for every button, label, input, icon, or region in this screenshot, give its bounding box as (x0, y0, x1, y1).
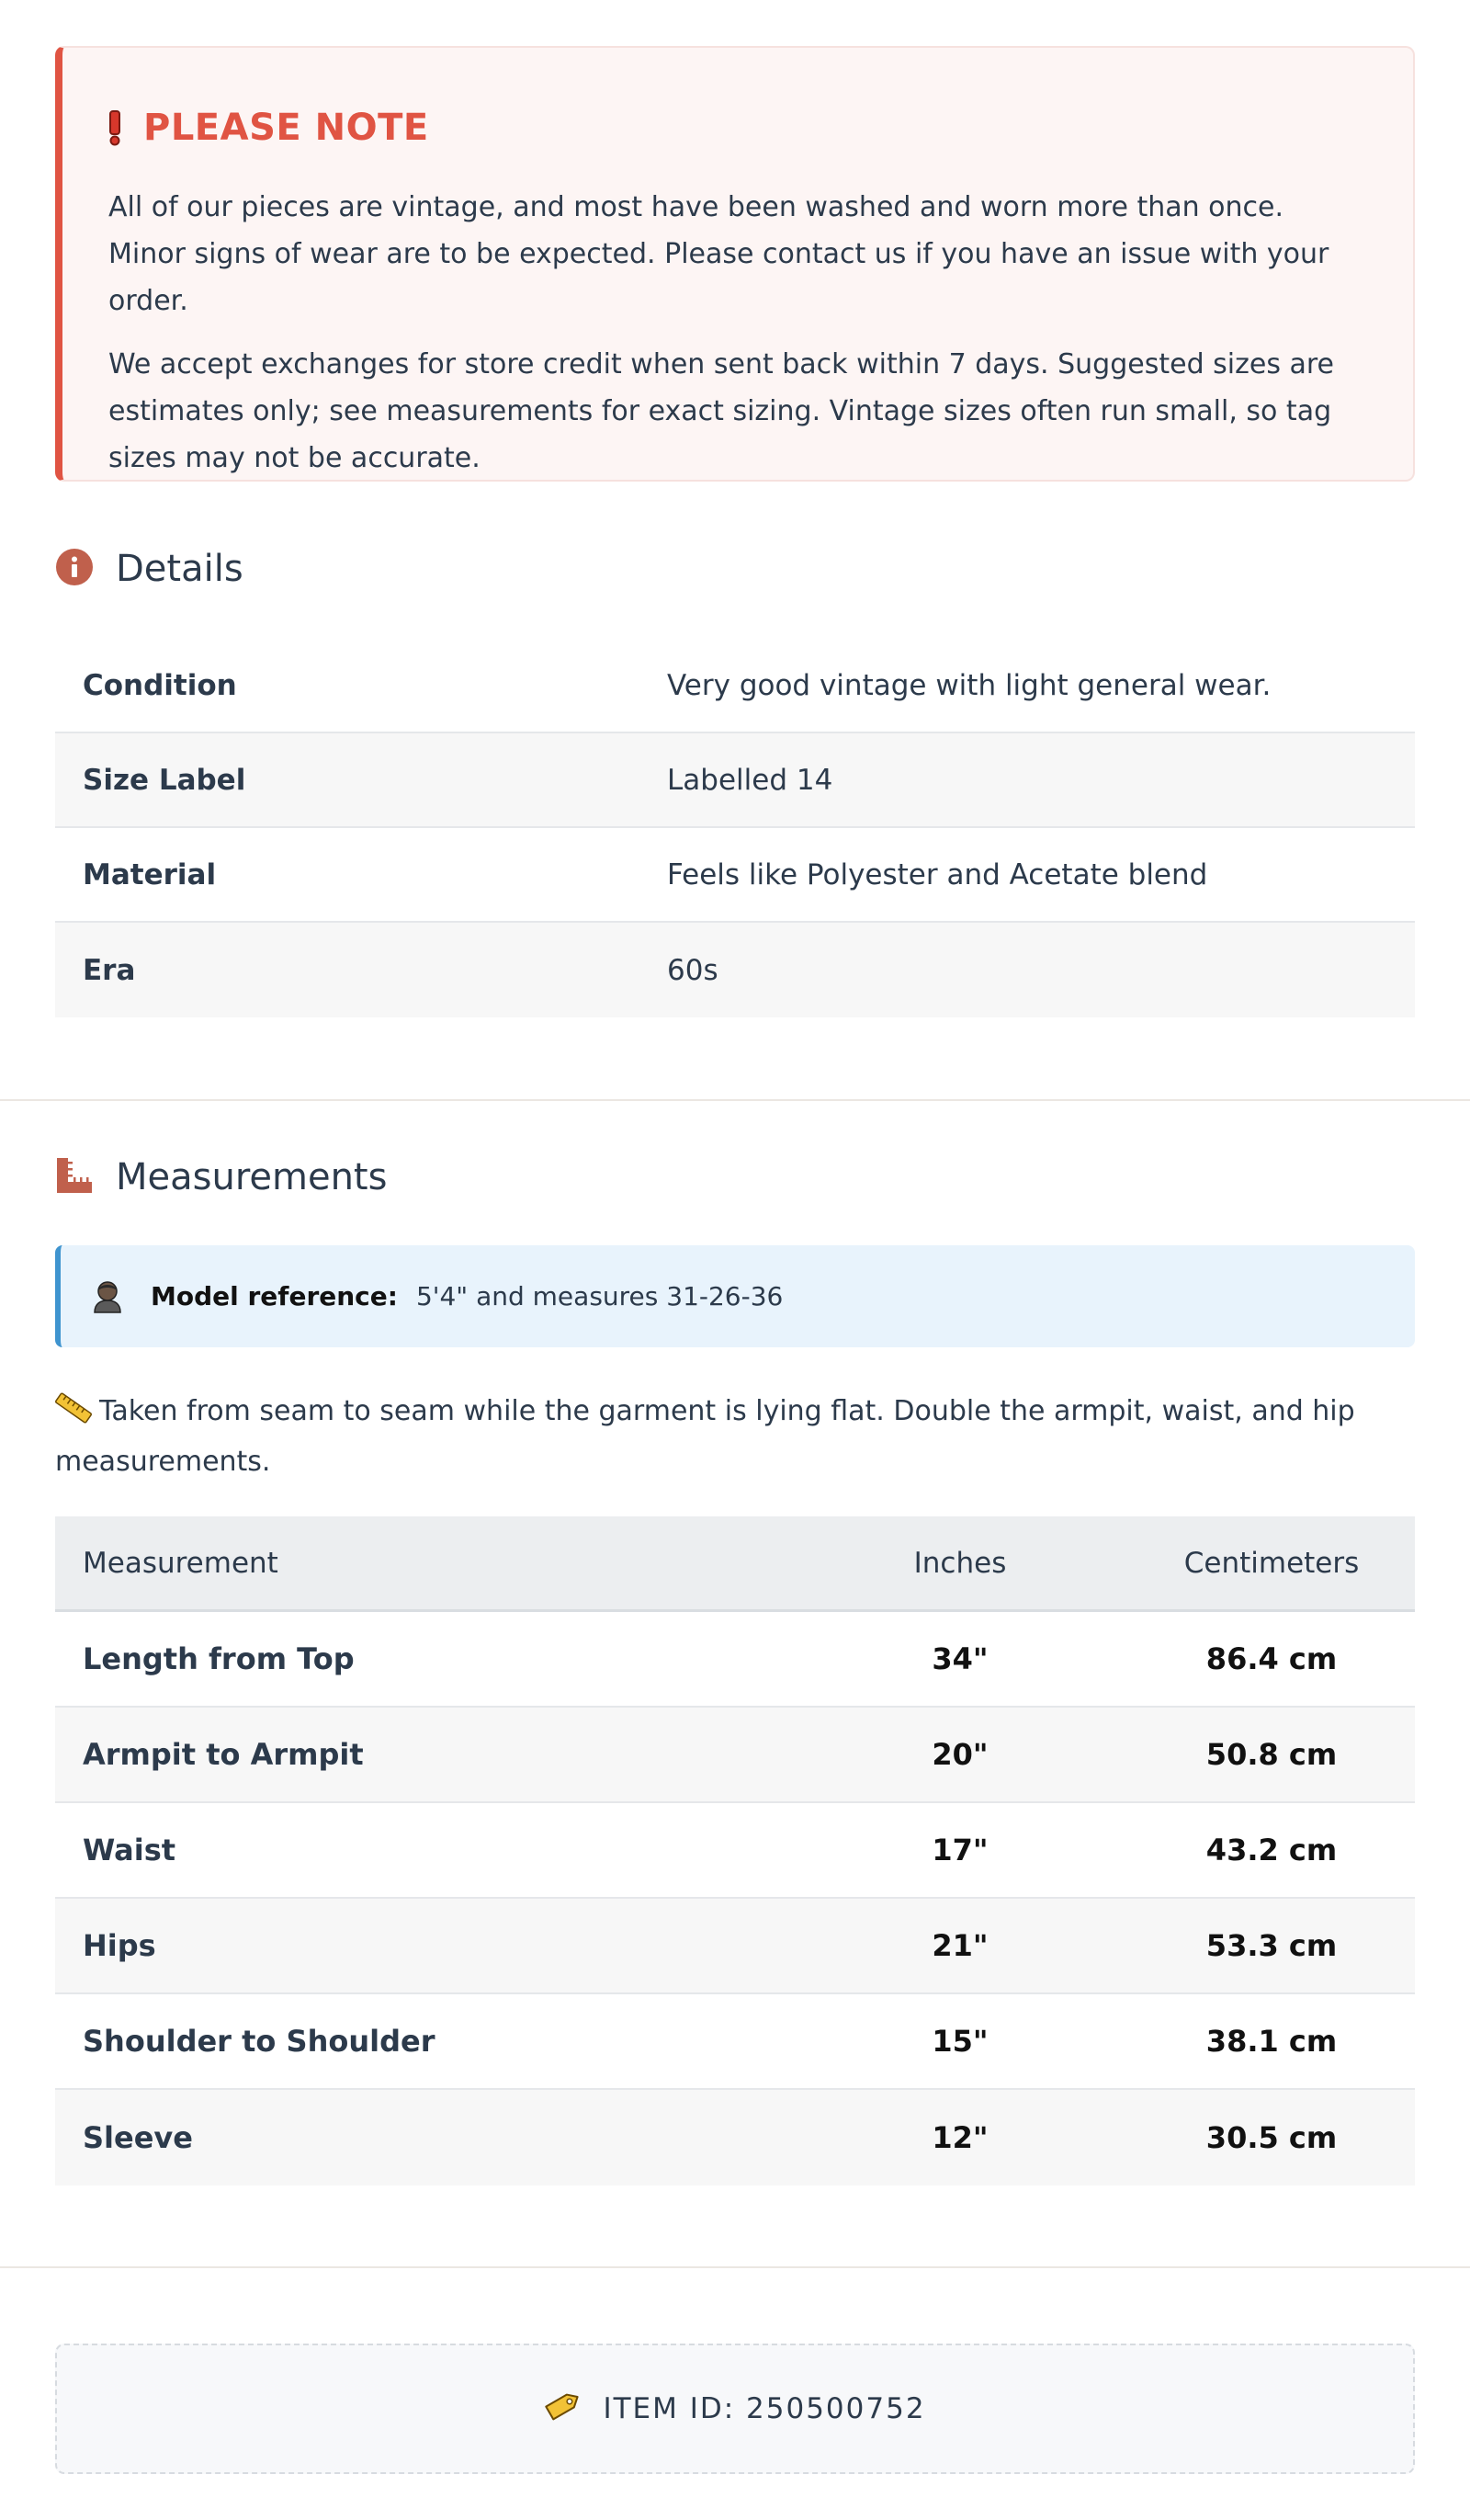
item-id-box (55, 2344, 1415, 2474)
measurement-inches: 12" (932, 2120, 989, 2155)
measurement-inches: 17" (932, 1833, 989, 1867)
measurement-name: Shoulder to Shoulder (83, 2024, 435, 2059)
measurement-cm: 53.3 cm (1205, 1928, 1338, 1963)
table-row (55, 639, 1415, 733)
table-row (55, 1899, 1415, 1994)
details-heading (55, 548, 243, 590)
measurement-cm: 86.4 cm (1205, 1641, 1338, 1676)
table-row (55, 1612, 1415, 1708)
measurement-cm: 38.1 cm (1205, 2024, 1338, 2059)
measurement-inches: 20" (932, 1737, 989, 1772)
detail-label: Size Label (83, 763, 246, 797)
notice-header (108, 105, 1367, 151)
details-table (55, 639, 1415, 1017)
model-reference-label: Model reference: (151, 1281, 398, 1311)
detail-label: Condition (83, 668, 237, 702)
section-divider (0, 2266, 1470, 2268)
measurement-name: Hips (83, 1928, 156, 1963)
detail-label: Material (83, 857, 217, 891)
measurement-cm: 43.2 cm (1205, 1833, 1338, 1867)
info-icon (55, 548, 94, 590)
item-id-text: ITEM ID: 250500752 (603, 2392, 926, 2425)
detail-value: Labelled 14 (667, 763, 833, 797)
measurements-table (55, 1516, 1415, 2185)
measurements-heading (55, 1156, 387, 1198)
measurement-name: Waist (83, 1833, 176, 1867)
table-row (55, 1994, 1415, 2090)
section-divider (0, 1099, 1470, 1101)
measurement-cm: 30.5 cm (1205, 2120, 1338, 2155)
detail-value: 60s (667, 953, 718, 987)
measurement-name: Length from Top (83, 1641, 355, 1676)
ruler-pencil-icon (55, 1391, 92, 1438)
notice-paragraph-2: We accept exchanges for store credit when sent back within 7 days. Suggested sizes are estimates only; see measurements for exact sizing. Vintage sizes often run small, so tag sizes may not be accurate. (108, 348, 1335, 474)
table-row (55, 1708, 1415, 1803)
table-row (55, 1803, 1415, 1899)
detail-value: Very good vintage with light general wear. (667, 668, 1272, 702)
measurement-note (55, 1388, 1360, 1485)
measurement-name: Armpit to Armpit (83, 1737, 364, 1772)
measurement-cm: 50.8 cm (1205, 1737, 1338, 1772)
table-row (55, 2090, 1415, 2185)
detail-value: Feels like Polyester and Acetate blend (667, 857, 1208, 891)
table-header (55, 1516, 1415, 1612)
measurement-note-text: Taken from seam to seam while the garment is lying flat. Double the armpit, waist, and hip measurements. (55, 1395, 1355, 1478)
column-header-measurement: Measurement (83, 1546, 278, 1580)
measurement-inches: 15" (932, 2024, 989, 2059)
details-title: Details (116, 548, 243, 590)
table-row (55, 828, 1415, 923)
table-row (55, 923, 1415, 1017)
measurement-inches: 34" (932, 1641, 989, 1676)
notice-title: PLEASE NOTE (143, 107, 429, 149)
exclamation-icon (108, 109, 121, 146)
table-row (55, 733, 1415, 828)
tag-icon (544, 2387, 582, 2431)
measurements-title: Measurements (116, 1156, 388, 1198)
please-note-box (55, 46, 1415, 482)
detail-label: Era (83, 953, 136, 987)
measurement-inches: 21" (932, 1928, 989, 1963)
ruler-icon (55, 1156, 94, 1198)
column-header-inches: Inches (913, 1546, 1007, 1580)
notice-paragraph-1: All of our pieces are vintage, and most have been washed and worn more than once. Minor signs of wear are to be expected. Please contact us if you have an issue with your order. (108, 191, 1329, 317)
model-icon (92, 1280, 123, 1313)
model-reference-value: 5'4" and measures 31-26-36 (415, 1281, 784, 1311)
measurement-name: Sleeve (83, 2120, 193, 2155)
model-reference-box (55, 1245, 1415, 1347)
column-header-centimeters: Centimeters (1183, 1546, 1360, 1580)
